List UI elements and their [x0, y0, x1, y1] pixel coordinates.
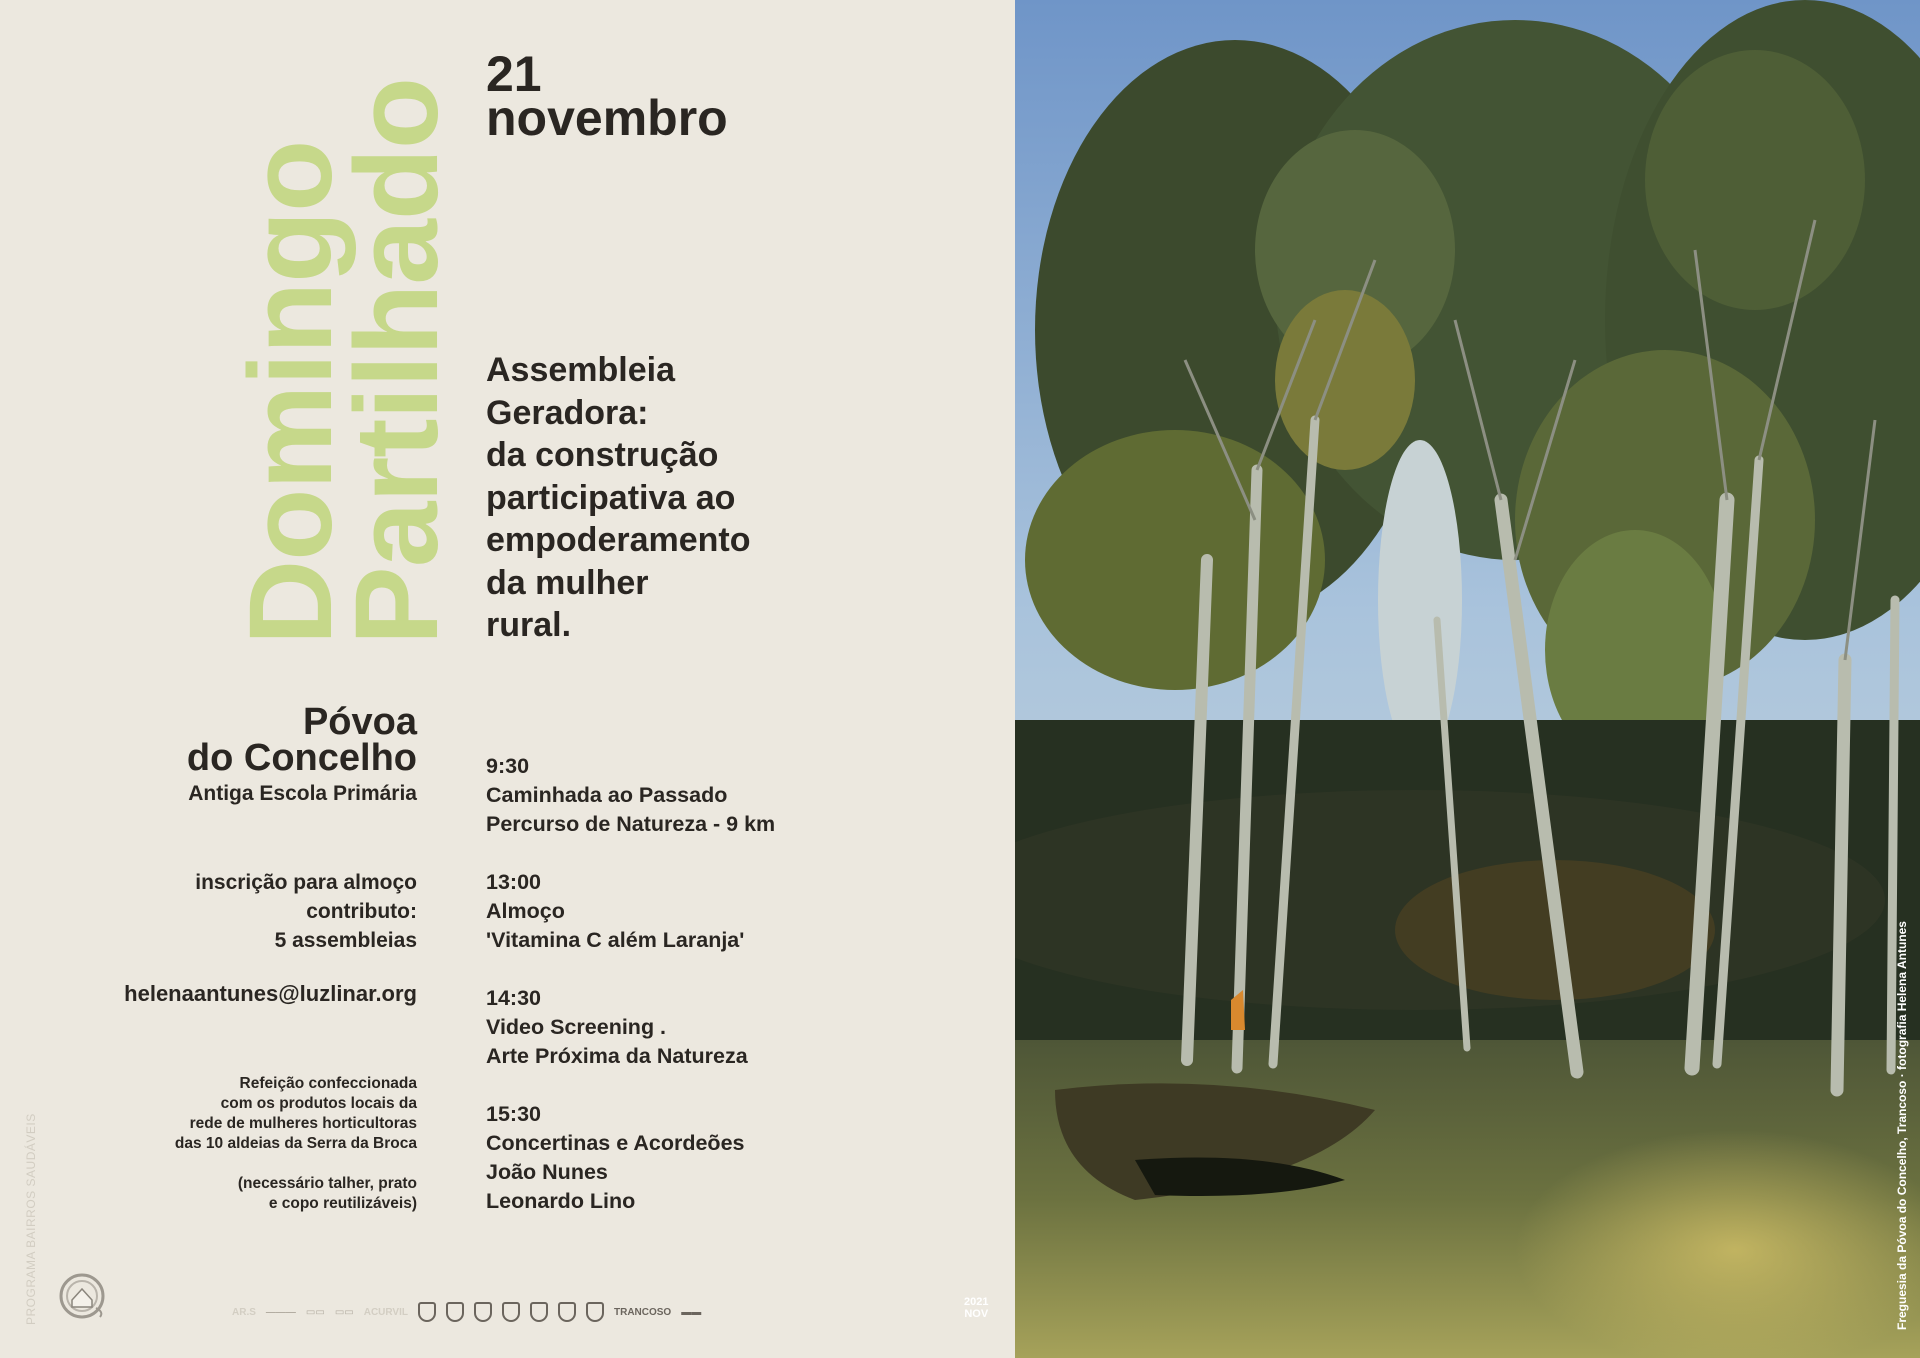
schedule-time: 13:00: [486, 870, 541, 894]
schedule-activity: Video Screening .: [486, 1015, 667, 1039]
lunch-signup: [195, 868, 417, 955]
crest-icon: [418, 1302, 436, 1322]
assembly-line: Assembleia: [486, 351, 675, 389]
program-label: PROGRAMA BAIRROS SAUDÁVEIS: [24, 1113, 38, 1325]
crest-icon: [558, 1302, 576, 1322]
sponsor-logo: ———: [265, 1306, 296, 1318]
meal-line: das 10 aldeias da Serra da Broca: [174, 1135, 417, 1152]
signup-line: 5 assembleias: [274, 929, 417, 952]
assembly-line: Geradora:: [486, 393, 649, 432]
sponsor-logos: [232, 1298, 701, 1326]
schedule-detail: Leonardo Lino: [486, 1189, 636, 1213]
contact-email[interactable]: helenaantunes@luzlinar.org: [124, 981, 417, 1006]
forest-photo: [1015, 0, 1920, 1358]
crest-icon: [586, 1302, 604, 1322]
signup-line: contributo:: [306, 900, 417, 923]
meal-note: [175, 1074, 417, 1154]
sponsor-logo: ▬▬: [681, 1306, 702, 1318]
edition-stamp: [964, 1296, 988, 1320]
schedule-detail: João Nunes: [486, 1160, 608, 1184]
assembly-line: participativa ao: [486, 478, 736, 517]
crest-icon: [502, 1302, 520, 1322]
event-location: [186, 701, 417, 808]
trancoso-logo: TRANCOSO: [613, 1306, 672, 1318]
signup-line: inscrição para almoço: [195, 871, 417, 894]
assembly-line: empoderamento: [486, 521, 751, 559]
date-day: 21: [486, 46, 542, 102]
title-domingo: Domingo: [225, 140, 357, 645]
schedule-time: 9:30: [486, 754, 530, 778]
location-venue: Antiga Escola Primária: [188, 782, 417, 805]
meal-line: com os produtos locais da: [220, 1095, 417, 1112]
schedule-activity: Concertinas e Acordeões: [486, 1131, 745, 1155]
tools-line: (necessário talher, prato: [237, 1175, 417, 1192]
schedule-activity: Almoço: [486, 899, 565, 923]
photo-credit: Freguesia da Póvoa do Concelho, Trancoso · fotografia Helena Antunes: [1895, 921, 1909, 1330]
location-line2: do Concelho: [186, 737, 417, 779]
schedule-item: [486, 984, 748, 1071]
title-partilhado: Partilhado: [331, 78, 463, 645]
crest-icon: [474, 1302, 492, 1322]
schedule-detail: Percurso de Natureza - 9 km: [486, 812, 776, 836]
date-month: novembro: [486, 90, 728, 146]
crest-icon: [446, 1302, 464, 1322]
schedule-item: [486, 1100, 744, 1216]
schedule-detail: 'Vitamina C além Laranja': [486, 928, 745, 952]
schedule-item: [486, 752, 775, 839]
ars-logo: AR.S: [232, 1306, 256, 1318]
schedule-activity: Caminhada ao Passado: [486, 783, 728, 807]
schedule-time: 15:30: [486, 1102, 541, 1126]
assembly-line: rural.: [486, 606, 572, 644]
assembly-heading: [486, 349, 926, 647]
schedule-item: [486, 868, 744, 955]
meal-line: Refeição confeccionada: [239, 1075, 417, 1092]
schedule-time: 14:30: [486, 986, 541, 1010]
sponsor-logo: ▭▭: [305, 1306, 325, 1318]
house-badge-icon: [52, 1270, 112, 1320]
meal-line: rede de mulheres horticultoras: [189, 1115, 417, 1132]
photo-panel: [1015, 0, 1920, 1358]
assembly-line: da mulher: [486, 563, 649, 602]
edition-month: NOV: [964, 1308, 989, 1320]
tools-line: e copo reutilizáveis): [268, 1195, 417, 1212]
schedule-detail: Arte Próxima da Natureza: [486, 1044, 748, 1068]
event-date: [486, 46, 728, 146]
acurvil-logo: ACURVIL: [363, 1306, 408, 1318]
edition-year: 2021: [964, 1296, 989, 1308]
sponsor-logo: ▭▭: [334, 1306, 354, 1318]
location-line1: Póvoa: [302, 701, 417, 743]
assembly-line: da construção: [486, 436, 719, 474]
tools-note: [238, 1174, 417, 1214]
crest-icon: [530, 1302, 548, 1322]
